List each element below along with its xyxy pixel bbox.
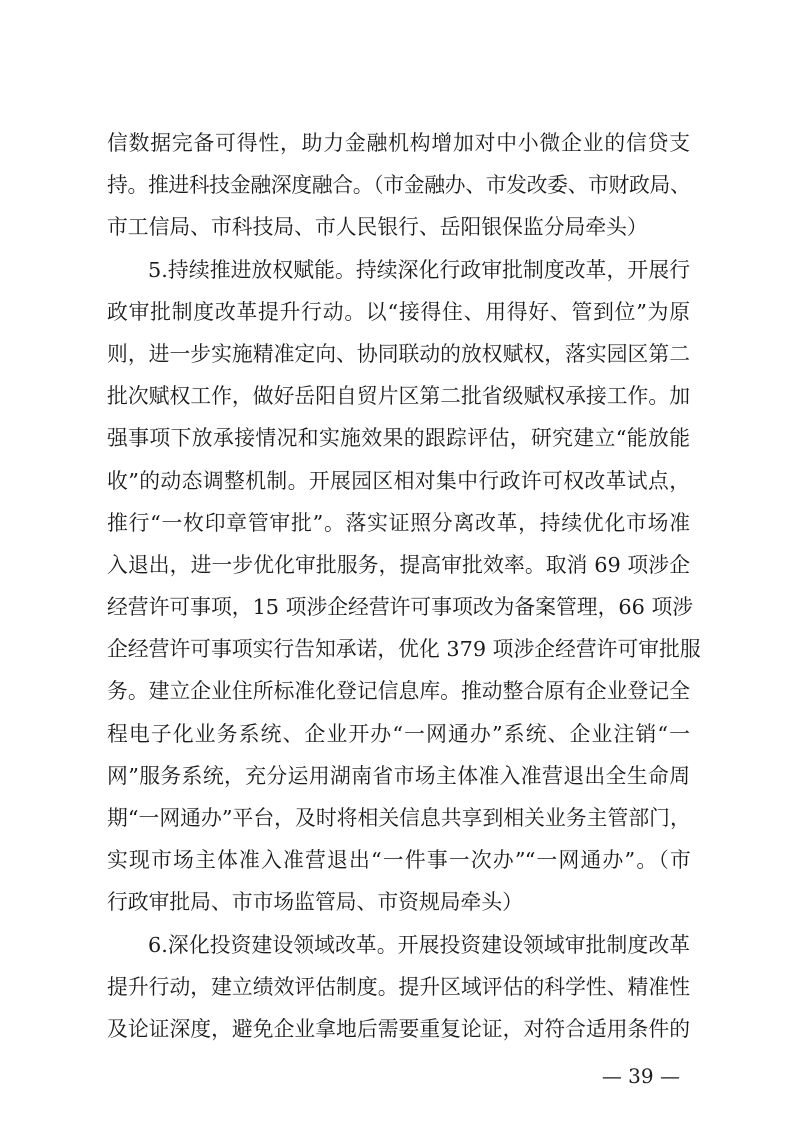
paragraph <box>107 249 701 924</box>
text-line: 市工信局、市科技局、市人民银行、岳阳银保监分局牵头） <box>107 215 648 240</box>
text-line: 推行“一枚印章管审批”。落实证照分离改革，持续优化市场准 <box>107 510 690 535</box>
text-line: 批次赋权工作，做好岳阳自贸片区第二批省级赋权承接工作。加 <box>107 384 690 409</box>
text-line: 程电子化业务系统、企业开办“一网通办”系统、企业注销“一 <box>107 721 690 746</box>
text-line: 经营许可事项，15 项涉企经营许可事项改为备案管理，66 项涉 <box>107 595 694 620</box>
text-line: 务。建立企业住所标准化登记信息库。推动整合原有企业登记全 <box>107 679 690 704</box>
text-line: 持。推进科技金融深度融合。（市金融办、市发改委、市财政局、 <box>107 173 690 198</box>
paragraph <box>107 924 690 1051</box>
page-number: — 39 — <box>601 1064 680 1088</box>
paragraph <box>107 122 690 249</box>
text-line: 强事项下放承接情况和实施效果的跟踪评估，研究建立“能放能 <box>107 426 690 451</box>
text-line: 期“一网通办”平台，及时将相关信息共享到相关业务主管部门， <box>107 806 690 830</box>
text-line: 入退出，进一步优化审批服务，提高审批效率。取消 69 项涉企 <box>107 552 690 577</box>
text-line: 网”服务系统，充分运用湖南省市场主体准入准营退出全生命周 <box>107 763 690 788</box>
text-line: 5.持续推进放权赋能。持续深化行政审批制度改革，开展行 <box>148 257 690 282</box>
text-line: 企经营许可事项实行告知承诺，优化 379 项涉企经营许可审批服 <box>107 637 701 662</box>
text-line: 行政审批局、市市场监管局、市资规局牵头） <box>107 890 523 915</box>
text-line: 6.深化投资建设领域改革。开展投资建设领域审批制度改革 <box>148 932 690 957</box>
text-line: 实现市场主体准入准营退出“一件事一次办”“一网通办”。（市 <box>107 848 690 873</box>
text-line: 及论证深度，避免企业拿地后需要重复论证，对符合适用条件的 <box>107 1016 690 1041</box>
text-line: 则，进一步实施精准定向、协同联动的放权赋权，落实园区第二 <box>107 341 690 366</box>
document-body <box>107 122 701 1050</box>
text-line: 收”的动态调整机制。开展园区相对集中行政许可权改革试点， <box>107 468 690 493</box>
text-line: 信数据完备可得性，助力金融机构增加对中小微企业的信贷支 <box>107 131 690 155</box>
text-line: 政审批制度改革提升行动。以“接得住、用得好、管到位”为原 <box>107 299 690 324</box>
text-line: 提升行动，建立绩效评估制度。提升区域评估的科学性、精准性 <box>107 974 690 999</box>
